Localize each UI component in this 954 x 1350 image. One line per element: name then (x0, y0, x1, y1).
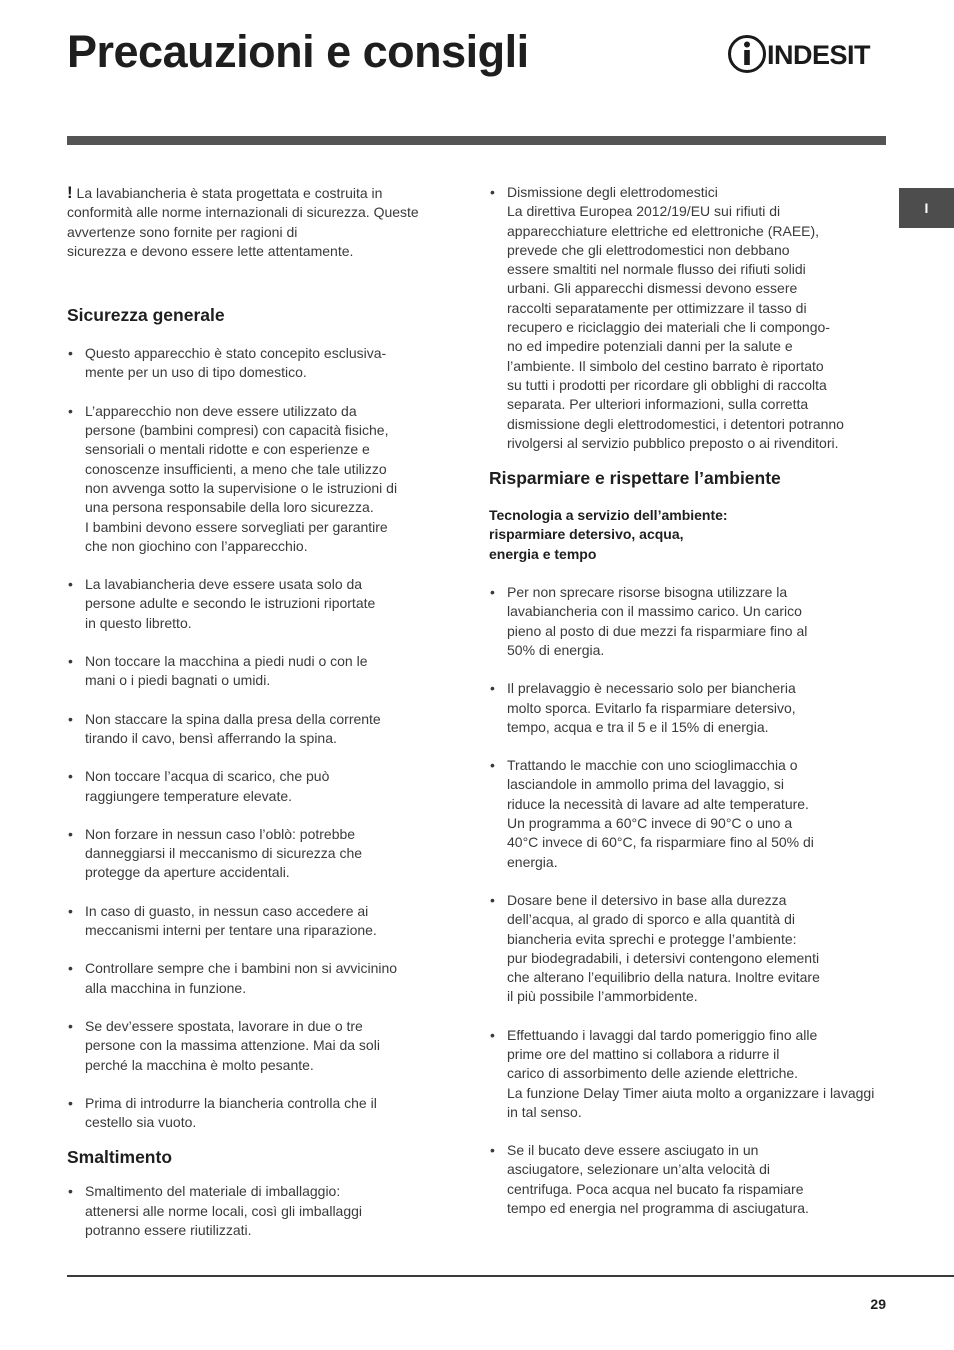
page-title: Precauzioni e consigli (67, 26, 529, 77)
warning-icon: ! (67, 183, 73, 202)
header-divider (67, 136, 886, 145)
list-item: • Dosare bene il detersivo in base alla durezza dell’acqua, al grado di sporco e alla quantità di biancheria evita sprechi e protegge l’ambiente: pur biodegradabili, i detersivi contengono elementi che alterano l’equilibrio della natura. Inoltre evitare il più possibile l’ammorbidente. (489, 891, 879, 1007)
list-item: • Per non sprecare risorse bisogna utilizzare la lavabiancheria con il massimo carico. Un carico pieno al posto di due mezzi fa risparmiare fino al 50% di energia. (489, 583, 879, 660)
list-item: • Controllare sempre che i bambini non si avvicinino alla macchina in funzione. (67, 959, 447, 998)
list-item: • Effettuando i lavaggi dal tardo pomeriggio fino alle prime ore del mattino si collabora a ridurre il carico di assorbimento delle aziende elettriche. La funzione Delay Timer aiuta molto a organizzare i lavaggi in tal senso. (489, 1026, 879, 1122)
language-tab[interactable]: I (899, 188, 954, 228)
list-item: • La lavabiancheria deve essere usata solo da persone adulte e secondo le istruzioni riportate in questo libretto. (67, 575, 447, 633)
brand-name: INDESIT (767, 40, 871, 70)
intro-text: La lavabiancheria è stata progettata e costruita in conformità alle norme internazionali di sicurezza. Queste avvertenze sono fornite per ragioni di sicurezza e devono essere lette attentamente. (67, 185, 419, 259)
intro-warning (67, 183, 447, 261)
list-item: • Se il bucato deve essere asciugato in un asciugatore, selezionare un’alta velocità di centrifuga. Poca acqua nel bucato fa rispamiare tempo ed energia nel programma di asciugatura. (489, 1141, 879, 1218)
list-item: • Trattando le macchie con uno scioglimacchia o lasciandole in ammollo prima del lavaggio, si riduce la necessità di lavare ad alte temperature. Un programma a 60°C invece di 90°C o uno a 40°C invece di 60°C, fa risparmiare fino al 50% di energia. (489, 756, 879, 872)
heading-risparmiare: Risparmiare e rispettare l’ambiente (489, 468, 781, 489)
list-item: • Dismissione degli elettrodomestici La direttiva Europea 2012/19/EU sui rifiuti di apparecchiature elettriche ed elettroniche (RAEE), prevede che gli elettrodomestici non debbano essere smaltiti nel normale flusso dei rifiuti solidi urbani. Gli apparecchi dismessi devono essere raccolti separatamente per ottimizzare il tasso di recupero e riciclaggio dei materiali che li compongo- no ed impedire potenziali danni per la salute e l’ambiente. Il simbolo del cestino barrato è riportato su tutti i prodotti per ricordare gli obblighi di raccolta separata. Per ulteriori informazioni, sulla corretta dismissione degli elettrodomestici, i detentori potranno rivolgersi al servizio pubblico preposto o ai rivenditori. (489, 183, 879, 453)
indesit-logo-icon (727, 34, 767, 74)
list-item: • Non staccare la spina dalla presa della corrente tirando il cavo, bensì afferrando la spina. (67, 710, 447, 749)
list-item: • Non toccare l’acqua di scarico, che può raggiungere temperature elevate. (67, 767, 447, 806)
subheading-tecnologia: Tecnologia a servizio dell’ambiente: risparmiare detersivo, acqua, energia e tempo (489, 507, 728, 562)
right-column (489, 183, 879, 1218)
heading-smaltimento: Smaltimento (67, 1147, 173, 1168)
heading-sicurezza-generale: Sicurezza generale (67, 305, 225, 326)
list-item: • Questo apparecchio è stato concepito esclusiva- mente per un uso di tipo domestico. (67, 344, 447, 383)
list-item: • Il prelavaggio è necessario solo per biancheria molto sporca. Evitarlo fa risparmiare detersivo, tempo, acqua e tra il 5 e il 15% di energia. (489, 679, 879, 737)
list-item: • In caso di guasto, in nessun caso accedere ai meccanismi interni per tentare una riparazione. (67, 902, 447, 941)
list-item: • Smaltimento del materiale di imballaggio: attenersi alle norme locali, così gli imballaggi potranno essere riutilizzati. (67, 1182, 447, 1240)
brand-logo (727, 34, 887, 74)
page-number: 29 (870, 1296, 886, 1312)
list-item: • Prima di introdurre la biancheria controlla che il cestello sia vuoto. (67, 1094, 447, 1133)
list-item: • Non toccare la macchina a piedi nudi o con le mani o i piedi bagnati o umidi. (67, 652, 447, 691)
left-column (67, 183, 447, 1240)
list-item: • Non forzare in nessun caso l’oblò: potrebbe danneggiarsi il meccanismo di sicurezza che protegge da aperture accidentali. (67, 825, 447, 883)
list-item: • L’apparecchio non deve essere utilizzato da persone (bambini compresi) con capacità fisiche, sensoriali o mentali ridotte e con esperienze e conoscenze insufficienti, a meno che tale utilizzo non avvenga sotto la supervisione o le istruzioni di una persona responsabile della loro sicurezza. I bambini devono essere sorvegliati per garantire che non giochino con l’apparecchio. (67, 402, 447, 556)
list-item: • Se dev’essere spostata, lavorare in due o tre persone con la massima attenzione. Mai da soli perché la macchina è molto pesante. (67, 1017, 447, 1075)
footer-divider (67, 1275, 954, 1277)
